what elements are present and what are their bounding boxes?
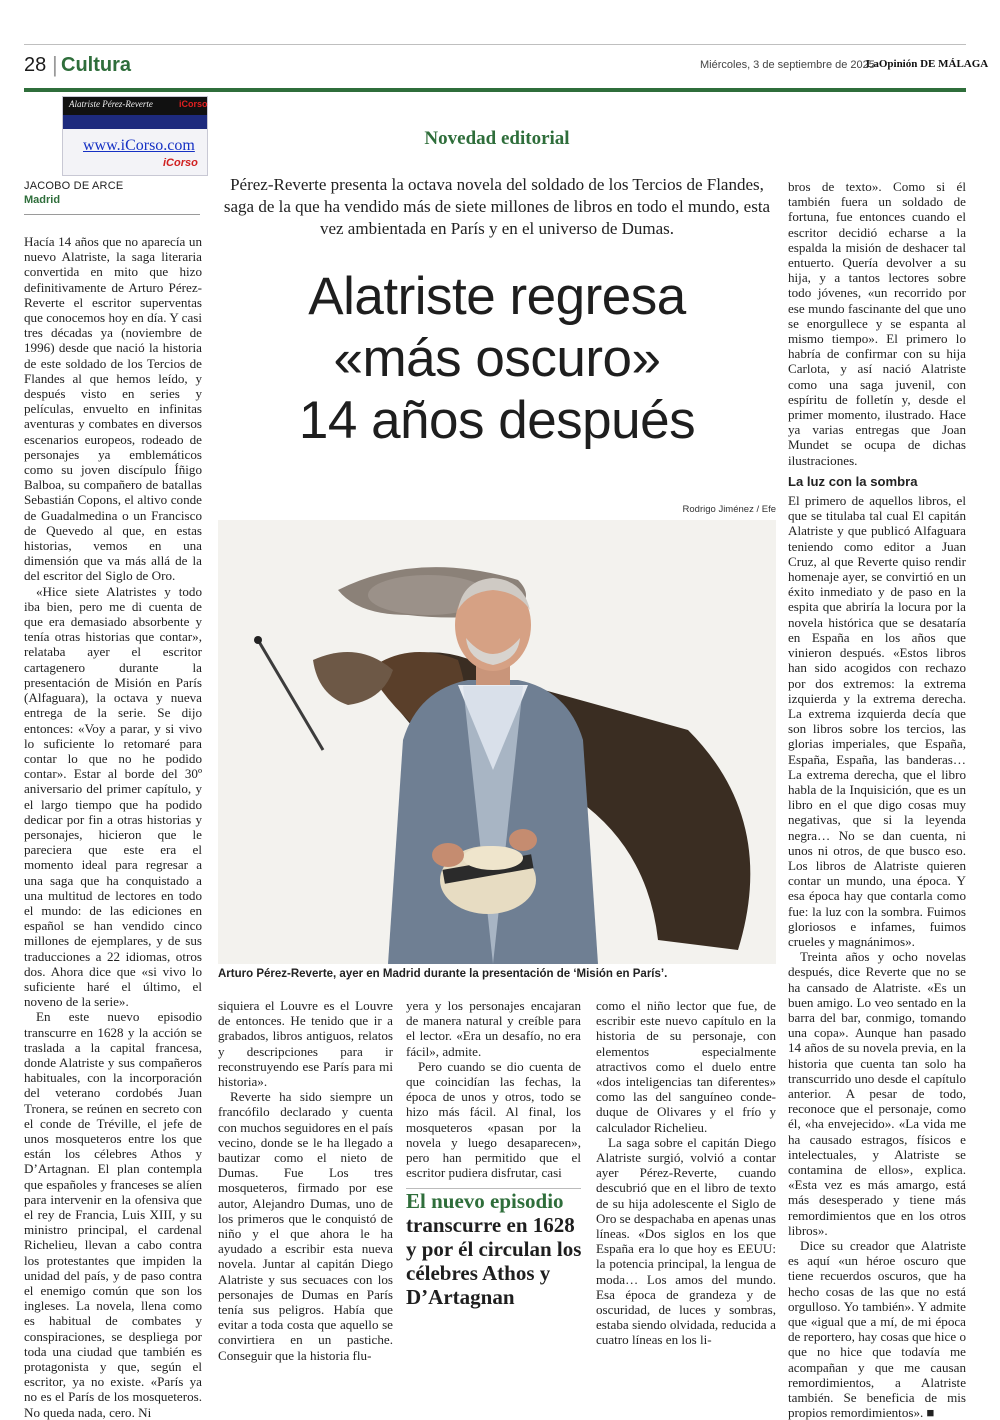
header-date: Miércoles, 3 de septiembre de 2025 [700,59,875,71]
headline-line-2: «más oscuro» [333,329,661,388]
col1-paragraph-2: «Hice siete Alatristes y todo iba bien, pero me di cuenta de que era demasiado absorbente y tenía otras historias que contar», relataba ayer el escritor cartagenero durante la presentación de Misión en París (Alfaguara), la octava y nueva entrega de la serie. Se dijo entonces: «Voy a parar, y si vivo lo suficiente lo retomaré para contar lo que no he podido contar». Estar al borde del 30º aniversario del primer capítulo, y el largo tiempo que ha podido dedicar por fin a otras historias y personajes, hicieron que le pareciera que este era el momento ideal para regresar a una saga que ha conquistado a una multitud de lectores en todo el mundo: de las ediciones en español se han vendido cinco millones de ejemplares, y de sus traducciones a 22 idiomas, otros dos. Ahora dice que «si vivo lo suficiente haré el último, el noveno de la serie». [24,583,202,1010]
body-column-5 [788,179,966,1420]
header-separator: | [52,52,58,77]
page-number: 28 [24,54,47,76]
col5-paragraph-1: bros de texto». Como si él también fuera un soldado de fortuna, fue entonces cuando el escritor decidió echarse a la espalda la misión de deshacer tal entuerto. Quería devolver a su hija, y a tantos lectores sobre todo jóvenes, «un recorrido por ese mundo fascinante del que uno se enorgullece y se espanta al mismo tiempo». El primero lo habría de confirmar con su hija Carlota, y así nació Alatriste como una saga juvenil, con espíritu de folletín y, desde el primer momento, ilustrado. Hace ya varias entregas que Joan Mundet se ocupa de dichas ilustraciones. [788,179,966,468]
article-subtitle: Pérez-Reverte presenta la octava novela del soldado de los Tercios de Flandes, saga de la que ha vendido más de siete millones de libros en todo el mundo, esta vez ambientada en París y en el universo de Dumas. [223,175,771,238]
pull-quote [406,1189,584,1309]
col1-paragraph-1: Hacía 14 años que no aparecía un nuevo Alatriste, la saga literaria convertida en mito que hizo definitivamente de Arturo Pérez-Reverte el escritor superventas que conocemos hoy en día. Y casi tres décadas ya (noviembre de 1996) desde que nació la historia de este soldado de los Tercios de Flandes al que hemos leído, y después visto en series y películas, envuelto en infinitas aventuras y combates en diversos escenarios europeos, rodeado de personajes ya emblemáticos como su joven discípulo Íñigo Balboa, su compañero de batallas Sebastián Copons, el altivo conde de Guadalmedina o un Francisco de Quevedo al que, en estas historias, vemos en una dimensión que va más allá de la del escritor del Siglo de Oro. [24,234,202,584]
article-kicker: Novedad editorial [424,128,570,149]
headline-line-1: Alatriste regresa [308,267,686,326]
ad-banner-text: Alatriste Pérez-Reverte [69,99,153,109]
col4-paragraph-2: La saga sobre el capitán Diego Alatriste surgió, volvió a contar ayer Pérez-Reverte, cuando descubrió que en el libro de texto de su hija adolescente el Siglo de Oro se despachaba en apenas unas líneas. «Dos siglos en los que España era lo que hoy es EEUU: la potencia principal, la lengua de moda… Los amos del mundo. Esa época de grandeza y de oscuridad, de luces y sombras, estaba siendo olvidada, reducida a cuatro líneas en los li- [596,1134,776,1348]
photo-caption [218,968,776,980]
body-column-3 [406,998,581,1184]
ad-blue-strip [63,115,207,129]
col3-paragraph-1: yera y los personajes encajaran de manera natural y creíble para el lector. «Era un desafío, no era fácil», admite. [406,998,581,1059]
ad-url-link[interactable]: www.iCorso.com [83,137,195,154]
header-top-rule [24,44,966,45]
section-name[interactable]: Cultura [61,54,131,76]
body-column-1 [24,234,202,1420]
byline-location: Madrid [24,194,61,206]
pullquote-rest: transcurre en 1628 y por él circulan los célebres Athos y D’Artagnan [406,1213,582,1309]
col4-paragraph-1: como el niño lector que fue, de escribir este nuevo capítulo en la historia de su personaje, con elementos especialmente atractivos como el duelo entre «dos inteligencias tan diferentes» como las del sanguíneo conde-duque de Olivares y el frío y calculador Richelieu. [596,998,776,1135]
col5-paragraph-2: El primero de aquellos libros, el que se titulaba tal cual El capitán Alatriste y que publicó Alfaguara teniendo como editor a Juan Cruz, al que Reverte quiso rendir homenaje ayer, se convirtió en un éxito inmediato y de paso en la espita que abriría la locura por la novela histórica que se desataría en España en los años que vinieron después. «Estos libros han sido acogidos con rechazo por dos extremos: la extrema izquierda y la extrema derecha. La extrema izquierda decía que son libros sobre los tercios, las glorias imperiales, que España, España, España, las banderas… La extrema derecha, que el libro habla de la Inquisición, que es un libro en el que digo cosas muy negativas, que si la leyenda negra… No se dan cuenta, ni unos ni otros, de que busco eso. Los libros de Alatriste quieren contar un mundo, una época. Y esa época hay que contarla como fue: la luz con la sombra. Fuimos gloriosos e infames, fuimos crueles y magnánimos». [788,493,966,949]
col2-paragraph-1: siquiera el Louvre es el Louvre de entonces. He tenido que ir a grabados, libros antiguos, relatos y descripciones para ir reconstruyendo ese París para mi historia». [218,998,393,1090]
caption-text: Arturo Pérez-Reverte, ayer en Madrid durante la presentación de ‘Misión en París’. [218,968,668,980]
col5-subhead: La luz con la sombra [788,473,918,489]
body-column-2 [218,998,393,1363]
col5-paragraph-4: Dice su creador que Alatriste es aquí «un héroe oscuro que tiene recuerdos oscuros, que ha hecho cosas de las que no está orgulloso. Yo también». Y admite que «igual que a mí, de mi época de reportero, hay cosas que hice o que no hice que todavía me acompañan y que me causan remordimientos, a Alatriste también. Se beneficia de mis propios remordimientos». ■ [788,1238,966,1420]
byline-divider [24,214,200,215]
col2-paragraph-2: Reverte ha sido siempre un francófilo declarado y cuenta con muchos seguidores en el país vecino, donde se le ha llegado a bautizar como el nieto de Dumas. Fue Los tres mosqueteros, firmado por ese autor, Alejandro Dumas, uno de los primeros que le conquistó de niño y el que ahora le ha ayudado a escribir esta nueva novela. Juntar al capitán Diego Alatriste y sus secuaces con los personajes de Dumas en París tenía sus peligros. Había que evitar a toda costa que aquello se convirtiera en un pastiche. Conseguir que la historia flu- [218,1089,393,1363]
icorso-logo: iCorso [163,157,198,169]
pullquote-lead: El nuevo episodio [406,1189,564,1213]
body-column-4 [596,998,776,1348]
ad-small-logo: iCorso [179,99,208,109]
article-photo [218,520,776,964]
col1-paragraph-3: En este nuevo episodio transcurre en 1628 y la acción se traslada a la capital francesa, donde Alatriste y sus compañeros habituales, con la incorporación del veterano cordobés Juan Tronera, se reúnen en secreto con el conde de Tréville, el jefe de unos mosqueteros entre los que están los célebres Athos y D’Artagnan. El plan contempla que españoles y franceses se alíen para intervenir en la ofensiva que el rey de Francia, Luis XIII, y su ministro principal, el cardenal Richelieu, llevan a cabo contra los protestantes que impiden la unidad del país, y de paso contra el enemigo común que son los ingleses. La novela, llena como es habitual de combates y conspiraciones, se despliega por toda una ciudad que también es protagonista y que, según el escritor, ya no existe. «París ya no es el París de los mosqueteros. No queda nada, cero. Ni [24,1009,202,1420]
byline-author: JACOBO DE ARCE [24,180,124,192]
photo-illustration [218,520,776,964]
headline-line-3: 14 años después [298,391,696,450]
photo-credit: Rodrigo Jiménez / Efe [682,504,776,515]
col5-paragraph-3: Treinta años y ocho novelas después, dice Reverte que no se ha cansado de Alatriste. «Es un buen amigo. Lo veo sentado en la barra del bar, conmigo, tomando una copa». Aunque han pasado 14 años de su novela previa, en la historia que cuenta tan solo ha transcurrido uno desde el capítulo anterior. A pesar de todo, reconoce que el personaje, como él, «ha envejecido». «La vida me ha causado estragos, físicos e intelectuales, y Alatriste se contamina de ellos», explica. «Esta vez es más amargo, está más desesperado y tiene más remordimientos que en los otros libros». [788,949,966,1238]
header-green-rule [24,88,966,92]
newspaper-name: LaOpinión DE MÁLAGA [866,58,989,70]
article-headline [218,266,776,452]
icorso-advertisement[interactable] [62,96,208,176]
col3-paragraph-2: Pero cuando se dio cuenta de que coincidían las fechas, la época de unos y otros, todo se hizo más fácil. Al final, los mosqueteros «pasan por la novela y luego desaparecen», pero han permitido que el escritor pudiera disfrutar, casi [406,1058,581,1181]
